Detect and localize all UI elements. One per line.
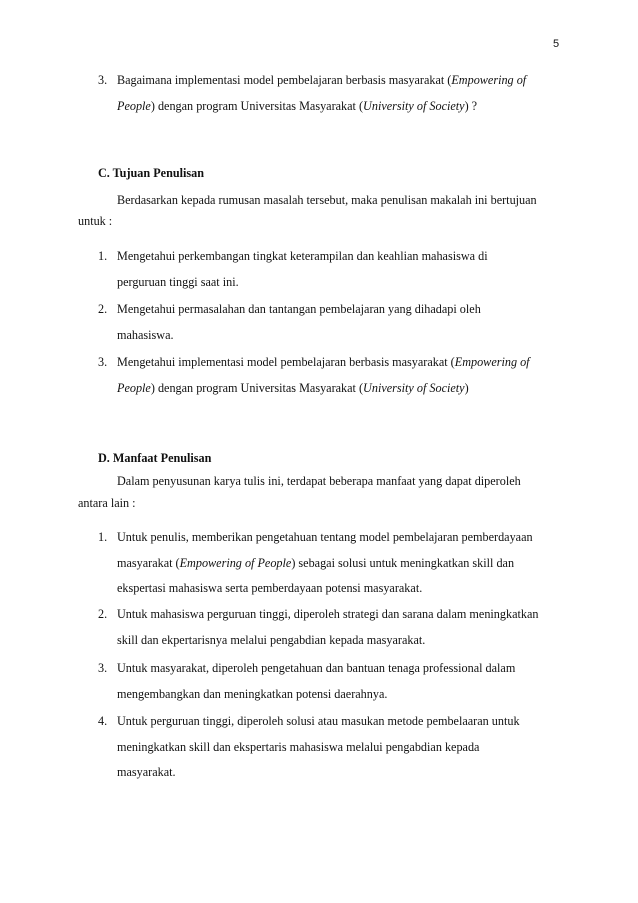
item-number: 3. [98,73,108,87]
item-text: Bagaimana implementasi model pembelajaran berbasis masyarakat (Empowering of People) dengan program Universitas Masyarakat (University of Society) ? [117,73,527,113]
section-intro-continued: untuk : [78,214,113,228]
item-text: Untuk penulis, memberikan pengetahuan tentang model pembelajaran pemberdayaan masyarakat (Empowering of People) sebagai solusi untuk meningkatkan skill dan ekspertasi mahasiswa serta pemberdayaan potensi masyarakat. [117,530,533,595]
item-text: Untuk perguruan tinggi, diperoleh solusi atau masukan metode pembelaaran untuk meningkatkan skill dan ekspertaris mahasiswa melalui pengabdian kepada masyarakat. [117,714,520,779]
section-intro: Dalam penyusunan karya tulis ini, terdapat beberapa manfaat yang dapat diperoleh [117,474,521,488]
section-intro-continued: antara lain : [78,496,136,510]
item-text: Untuk mahasiswa perguruan tinggi, diperoleh strategi dan sarana dalam meningkatkan skill dan ekpertarisnya melalui pengabdian kepada masyarakat. [117,607,539,647]
item-text: Mengetahui implementasi model pembelajaran berbasis masyarakat (Empowering of People) dengan program Universitas Masyarakat (University of Society) [117,355,530,395]
section-heading: C. Tujuan Penulisan [98,166,205,180]
section-heading: D. Manfaat Penulisan [98,451,212,465]
item-number: 1. [98,530,108,544]
item-text: Mengetahui permasalahan dan tantangan pembelajaran yang dihadapi oleh mahasiswa. [117,302,481,342]
item-number: 2. [98,302,108,316]
section-intro: Berdasarkan kepada rumusan masalah tersebut, maka penulisan makalah ini bertujuan [117,193,537,207]
item-number: 3. [98,661,108,675]
item-number: 2. [98,607,108,621]
item-text: Mengetahui perkembangan tingkat keterampilan dan keahlian mahasiswa di perguruan tinggi saat ini. [117,249,488,289]
page-number: 5 [553,38,560,50]
item-number: 1. [98,249,108,263]
item-text: Untuk masyarakat, diperoleh pengetahuan dan bantuan tenaga professional dalam mengembangkan dan meningkatkan potensi daerahnya. [117,661,516,701]
item-number: 4. [98,714,108,728]
item-number: 3. [98,355,108,369]
